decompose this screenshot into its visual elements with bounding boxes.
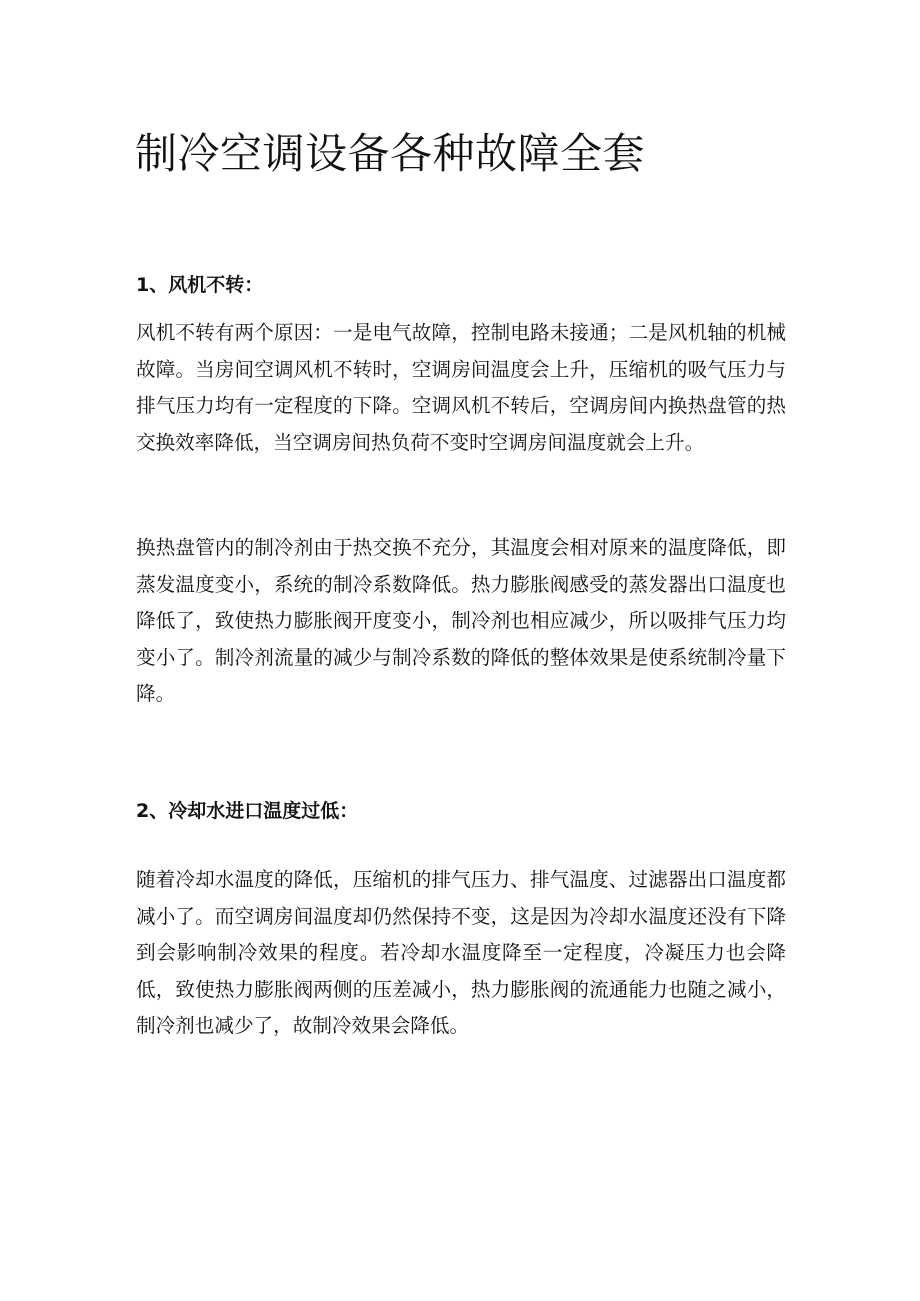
section-heading-cooling-water-low-temp: 2、冷却水进口温度过低： bbox=[136, 800, 359, 822]
section-heading-fan-not-running: 1、风机不转： bbox=[136, 274, 264, 296]
paragraph-cooling-water-effects: 随着冷却水温度的降低，压缩机的排气压力、排气温度、过滤器出口温度都减小了。而空调房间温度却仍然保持不变，这是因为冷却水温度还没有下降到会影响制冷效果的程度。若冷却水温度降至一定程度，冷凝压力也会降低，致使热力膨胀阀两侧的压差减小，热力膨胀阀的流通能力也随之减小，制冷剂也减少了，故制冷效果会降低。 bbox=[136, 868, 786, 1037]
paragraph-refrigerant-heat-exchange: 换热盘管内的制冷剂由于热交换不充分，其温度会相对原来的温度降低，即蒸发温度变小，系统的制冷系数降低。热力膨胀阀感受的蒸发器出口温度也降低了，致使热力膨胀阀开度变小，制冷剂也相应减少，所以吸排气压力均变小了。制冷剂流量的减少与制冷系数的降低的整体效果是使系统制冷量下降。 bbox=[136, 536, 786, 705]
paragraph-fan-causes: 风机不转有两个原因：一是电气故障，控制电路未接通；二是风机轴的机械故障。当房间空调风机不转时，空调房间温度会上升，压缩机的吸气压力与排气压力均有一定程度的下降。空调风机不转后，空调房间内换热盘管的热交换效率降低，当空调房间热负荷不变时空调房间温度就会上升。 bbox=[136, 321, 786, 454]
document-title: 制冷空调设备各种故障全套 bbox=[135, 129, 646, 178]
